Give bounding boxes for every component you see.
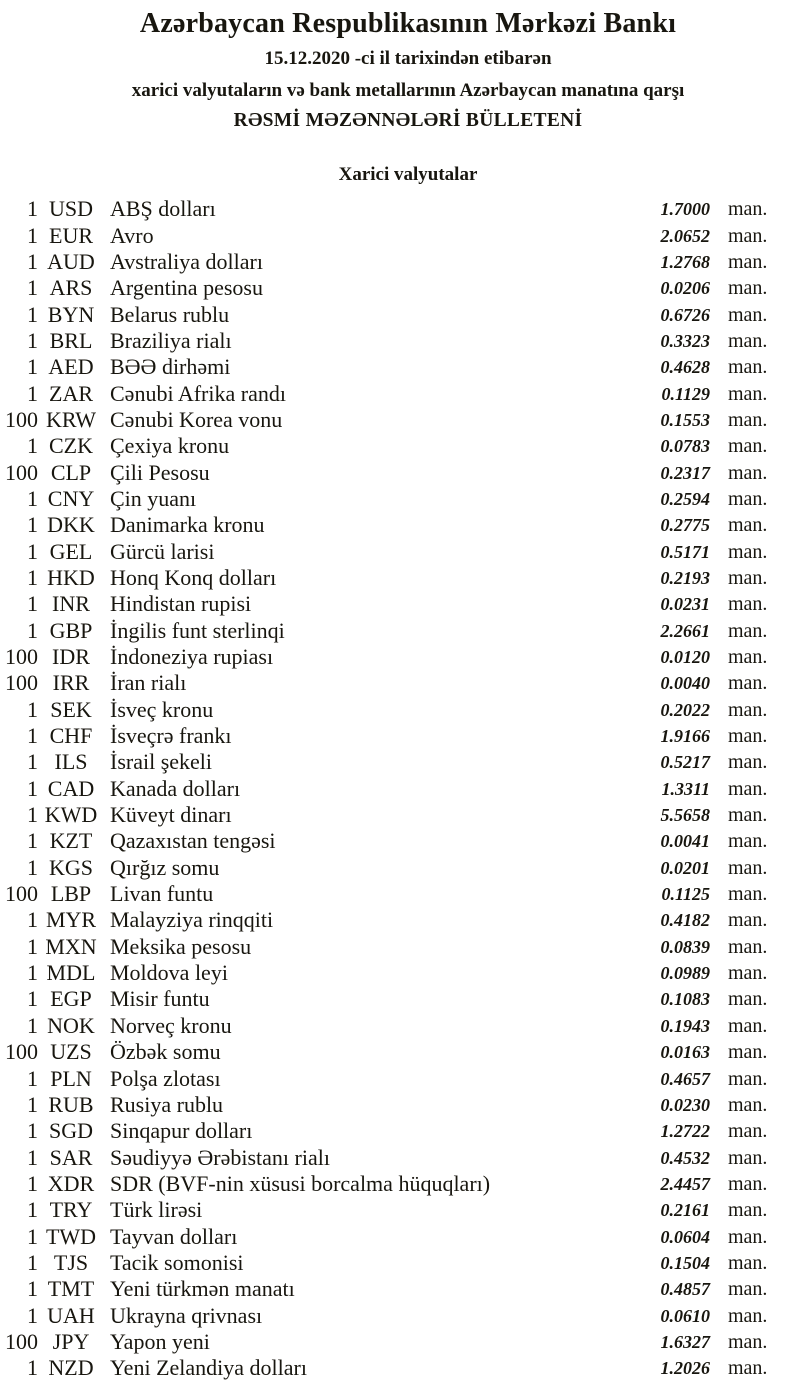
row-currency-name: BƏƏ dirhəmi bbox=[110, 354, 231, 380]
table-row bbox=[0, 1092, 800, 1118]
row-quantity: 1 bbox=[27, 275, 38, 301]
row-currency-code: USD bbox=[48, 196, 93, 222]
row-currency-name: Cənubi Korea vonu bbox=[110, 406, 283, 432]
row-rate-value: 0.2594 bbox=[660, 488, 710, 509]
row-quantity: 1 bbox=[27, 485, 38, 511]
row-currency-name: Avstraliya dolları bbox=[110, 248, 263, 274]
table-row bbox=[0, 196, 800, 222]
table-row bbox=[0, 275, 800, 301]
row-currency-name: İsveç kronu bbox=[110, 696, 214, 722]
table-row bbox=[0, 723, 800, 749]
row-quantity: 100 bbox=[5, 670, 38, 696]
row-quantity: 1 bbox=[27, 538, 38, 564]
row-rate-value: 0.1125 bbox=[661, 884, 710, 905]
row-currency-code: TMT bbox=[47, 1276, 95, 1302]
section-title-foreign-currencies: Xarici valyutalar bbox=[338, 164, 478, 185]
row-quantity: 1 bbox=[27, 933, 38, 959]
row-unit-label: man. bbox=[728, 408, 768, 431]
table-row bbox=[0, 512, 800, 538]
row-quantity: 1 bbox=[27, 196, 38, 222]
row-rate-value: 1.9166 bbox=[660, 726, 710, 747]
row-unit-label: man. bbox=[728, 962, 768, 985]
row-currency-name: Argentina pesosu bbox=[110, 275, 263, 301]
row-currency-name: Honq Konq dolları bbox=[110, 564, 277, 590]
bulletin-header bbox=[8, 0, 800, 132]
row-currency-name: Küveyt dinarı bbox=[110, 802, 232, 828]
row-currency-name: Belarus rublu bbox=[110, 301, 230, 327]
table-row bbox=[0, 301, 800, 327]
row-quantity: 1 bbox=[27, 564, 38, 590]
row-unit-label: man. bbox=[728, 935, 768, 958]
row-unit-label: man. bbox=[728, 1304, 768, 1327]
row-currency-name: Yeni Zelandiya dolları bbox=[110, 1355, 307, 1381]
row-rate-value: 0.2775 bbox=[660, 515, 710, 536]
row-unit-label: man. bbox=[728, 382, 768, 405]
row-currency-name: Malayziya rinqqiti bbox=[110, 907, 274, 933]
row-quantity: 1 bbox=[27, 1065, 38, 1091]
row-quantity: 100 bbox=[5, 644, 38, 670]
row-currency-name: İran rialı bbox=[110, 670, 187, 696]
row-currency-name: ABŞ dolları bbox=[110, 196, 216, 222]
row-currency-code: NZD bbox=[48, 1355, 94, 1381]
row-currency-code: BRL bbox=[49, 327, 93, 353]
row-rate-value: 5.5658 bbox=[660, 805, 710, 826]
row-currency-name: Braziliya rialı bbox=[110, 327, 232, 353]
row-quantity: 1 bbox=[27, 1223, 38, 1249]
row-rate-value: 0.1943 bbox=[660, 1015, 710, 1036]
row-rate-value: 0.5171 bbox=[660, 541, 710, 562]
row-currency-name: Səudiyyə Ərəbistanı rialı bbox=[110, 1144, 330, 1170]
row-currency-code: ILS bbox=[54, 749, 88, 775]
row-unit-label: man. bbox=[728, 487, 768, 510]
row-rate-value: 0.0231 bbox=[660, 594, 710, 615]
row-rate-value: 0.0604 bbox=[660, 1226, 710, 1247]
row-currency-name: Tacik somonisi bbox=[110, 1249, 244, 1275]
table-row bbox=[0, 828, 800, 854]
row-rate-value: 1.3311 bbox=[661, 778, 710, 799]
row-quantity: 1 bbox=[27, 301, 38, 327]
row-quantity: 1 bbox=[27, 907, 38, 933]
bulletin-title: RƏSMİ MƏZƏNNƏLƏRİ BÜLLETENİ bbox=[233, 110, 583, 131]
row-currency-name: Hindistan rupisi bbox=[110, 591, 252, 617]
table-row bbox=[0, 433, 800, 459]
row-currency-code: HKD bbox=[47, 564, 95, 590]
row-quantity: 100 bbox=[5, 459, 38, 485]
row-quantity: 100 bbox=[5, 1328, 38, 1354]
row-rate-value: 0.2193 bbox=[660, 567, 710, 588]
table-row bbox=[0, 1039, 800, 1065]
table-row bbox=[0, 1118, 800, 1144]
table-row bbox=[0, 855, 800, 881]
row-quantity: 100 bbox=[5, 406, 38, 432]
row-currency-code: NOK bbox=[47, 1012, 95, 1038]
row-unit-label: man. bbox=[728, 1357, 768, 1380]
row-unit-label: man. bbox=[728, 1041, 768, 1064]
row-quantity: 100 bbox=[5, 881, 38, 907]
row-currency-code: MXN bbox=[45, 933, 97, 959]
row-currency-code: TWD bbox=[45, 1223, 97, 1249]
row-rate-value: 1.2722 bbox=[660, 1121, 710, 1142]
row-rate-value: 0.0230 bbox=[660, 1094, 710, 1115]
row-rate-value: 2.0652 bbox=[660, 225, 710, 246]
row-currency-code: KRW bbox=[45, 406, 97, 432]
row-rate-value: 1.6327 bbox=[660, 1331, 710, 1352]
row-currency-code: UZS bbox=[50, 1039, 92, 1065]
row-quantity: 1 bbox=[27, 960, 38, 986]
row-currency-name: Norveç kronu bbox=[110, 1012, 232, 1038]
row-rate-value: 0.1504 bbox=[660, 1252, 710, 1273]
row-unit-label: man. bbox=[728, 909, 768, 932]
row-quantity: 1 bbox=[27, 1144, 38, 1170]
row-unit-label: man. bbox=[728, 514, 768, 537]
row-unit-label: man. bbox=[728, 277, 768, 300]
row-currency-name: Özbək somu bbox=[110, 1039, 221, 1065]
row-currency-code: GEL bbox=[49, 538, 93, 564]
row-unit-label: man. bbox=[728, 698, 768, 721]
row-currency-name: Qırğız somu bbox=[110, 854, 220, 880]
table-row bbox=[0, 749, 800, 775]
row-rate-value: 0.5217 bbox=[660, 752, 710, 773]
row-rate-value: 0.6726 bbox=[660, 304, 710, 325]
row-currency-name: İndoneziya rupiası bbox=[110, 644, 274, 670]
table-row bbox=[0, 670, 800, 696]
row-quantity: 1 bbox=[27, 1118, 38, 1144]
row-rate-value: 0.0783 bbox=[660, 436, 710, 457]
row-currency-code: TJS bbox=[53, 1249, 89, 1275]
row-currency-name: Danimarka kronu bbox=[110, 512, 265, 538]
row-unit-label: man. bbox=[728, 988, 768, 1011]
row-rate-value: 0.4532 bbox=[660, 1147, 710, 1168]
row-quantity: 1 bbox=[27, 1249, 38, 1275]
row-currency-code: KGS bbox=[48, 854, 93, 880]
row-currency-code: GBP bbox=[49, 617, 93, 643]
row-currency-code: CHF bbox=[49, 723, 93, 749]
row-quantity: 100 bbox=[5, 1039, 38, 1065]
row-rate-value: 0.4857 bbox=[660, 1279, 710, 1300]
row-currency-code: EUR bbox=[49, 222, 93, 248]
row-unit-label: man. bbox=[728, 804, 768, 827]
row-currency-code: SEK bbox=[50, 696, 92, 722]
row-unit-label: man. bbox=[728, 883, 768, 906]
row-rate-value: 0.0206 bbox=[660, 278, 710, 299]
row-quantity: 1 bbox=[27, 1170, 38, 1196]
row-unit-label: man. bbox=[728, 751, 768, 774]
row-unit-label: man. bbox=[728, 1251, 768, 1274]
table-row bbox=[0, 222, 800, 248]
row-unit-label: man. bbox=[728, 672, 768, 695]
row-unit-label: man. bbox=[728, 1120, 768, 1143]
row-currency-name: Çili Pesosu bbox=[110, 459, 210, 485]
row-rate-value: 0.0163 bbox=[660, 1042, 710, 1063]
row-rate-value: 0.0201 bbox=[660, 857, 710, 878]
table-row bbox=[0, 1197, 800, 1223]
row-quantity: 1 bbox=[27, 1355, 38, 1381]
row-currency-code: SGD bbox=[48, 1118, 93, 1144]
table-row bbox=[0, 407, 800, 433]
row-unit-label: man. bbox=[728, 224, 768, 247]
table-row bbox=[0, 907, 800, 933]
row-unit-label: man. bbox=[728, 1146, 768, 1169]
row-quantity: 1 bbox=[27, 749, 38, 775]
table-row bbox=[0, 697, 800, 723]
row-quantity: 1 bbox=[27, 1197, 38, 1223]
table-row bbox=[0, 960, 800, 986]
row-currency-code: IDR bbox=[52, 644, 90, 670]
table-row bbox=[0, 934, 800, 960]
table-row bbox=[0, 802, 800, 828]
table-row bbox=[0, 380, 800, 406]
row-rate-value: 1.7000 bbox=[660, 199, 710, 220]
row-quantity: 1 bbox=[27, 1012, 38, 1038]
row-unit-label: man. bbox=[728, 777, 768, 800]
row-quantity: 1 bbox=[27, 327, 38, 353]
row-rate-value: 0.0610 bbox=[660, 1305, 710, 1326]
row-quantity: 1 bbox=[27, 512, 38, 538]
row-quantity: 1 bbox=[27, 1302, 38, 1328]
row-quantity: 1 bbox=[27, 775, 38, 801]
row-quantity: 1 bbox=[27, 380, 38, 406]
row-currency-code: EGP bbox=[50, 986, 92, 1012]
row-currency-code: INR bbox=[52, 591, 90, 617]
table-row bbox=[0, 776, 800, 802]
row-currency-code: TRY bbox=[49, 1197, 93, 1223]
row-currency-name: Çin yuanı bbox=[110, 485, 197, 511]
bulletin-subtitle: xarici valyutaların və bank metallarının Azərbaycan manatına qarşı bbox=[131, 80, 685, 101]
row-rate-value: 0.4182 bbox=[660, 910, 710, 931]
table-row bbox=[0, 1276, 800, 1302]
table-row bbox=[0, 459, 800, 485]
row-unit-label: man. bbox=[728, 1199, 768, 1222]
row-rate-value: 0.1129 bbox=[661, 383, 710, 404]
row-currency-name: Yapon yeni bbox=[110, 1328, 210, 1354]
row-currency-name: SDR (BVF-nin xüsusi borcalma hüquqları) bbox=[110, 1170, 491, 1196]
table-row bbox=[0, 591, 800, 617]
row-unit-label: man. bbox=[728, 461, 768, 484]
row-unit-label: man. bbox=[728, 540, 768, 563]
row-unit-label: man. bbox=[728, 646, 768, 669]
row-rate-value: 2.4457 bbox=[660, 1173, 710, 1194]
row-currency-code: PLN bbox=[50, 1065, 92, 1091]
row-currency-name: Avro bbox=[110, 222, 154, 248]
row-currency-name: Polşa zlotası bbox=[110, 1065, 221, 1091]
row-currency-code: KZT bbox=[49, 828, 93, 854]
row-currency-code: JPY bbox=[52, 1328, 90, 1354]
row-rate-value: 0.3323 bbox=[660, 330, 710, 351]
row-currency-name: Çexiya kronu bbox=[110, 433, 230, 459]
row-currency-code: CZK bbox=[49, 433, 93, 459]
row-quantity: 1 bbox=[27, 354, 38, 380]
row-currency-name: Meksika pesosu bbox=[110, 933, 252, 959]
row-rate-value: 0.0041 bbox=[660, 831, 710, 852]
row-currency-name: İngilis funt sterlinqi bbox=[110, 617, 285, 643]
row-rate-value: 0.0989 bbox=[660, 963, 710, 984]
row-rate-value: 0.4657 bbox=[660, 1068, 710, 1089]
row-unit-label: man. bbox=[728, 1225, 768, 1248]
table-row bbox=[0, 1223, 800, 1249]
row-rate-value: 2.2661 bbox=[660, 620, 710, 641]
row-currency-name: Tayvan dolları bbox=[110, 1223, 238, 1249]
table-row bbox=[0, 1144, 800, 1170]
row-currency-name: Misir funtu bbox=[110, 986, 210, 1012]
row-currency-code: CAD bbox=[47, 775, 95, 801]
row-quantity: 1 bbox=[27, 802, 38, 828]
table-row bbox=[0, 328, 800, 354]
effective-date-line: 15.12.2020 -ci il tarixindən etibarən bbox=[264, 48, 552, 69]
row-quantity: 1 bbox=[27, 986, 38, 1012]
row-currency-code: KWD bbox=[44, 802, 98, 828]
row-rate-value: 0.2317 bbox=[660, 462, 710, 483]
row-unit-label: man. bbox=[728, 1067, 768, 1090]
row-rate-value: 0.0120 bbox=[660, 647, 710, 668]
row-currency-code: MDL bbox=[46, 960, 96, 986]
table-row bbox=[0, 565, 800, 591]
table-row bbox=[0, 618, 800, 644]
row-quantity: 1 bbox=[27, 828, 38, 854]
row-currency-code: ARS bbox=[49, 275, 93, 301]
row-currency-name: Yeni türkmən manatı bbox=[110, 1276, 295, 1302]
table-row bbox=[0, 1013, 800, 1039]
row-currency-name: Rusiya rublu bbox=[110, 1091, 224, 1117]
row-unit-label: man. bbox=[728, 1093, 768, 1116]
row-currency-name: Gürcü larisi bbox=[110, 538, 215, 564]
table-row bbox=[0, 249, 800, 275]
row-quantity: 1 bbox=[27, 696, 38, 722]
row-currency-code: SAR bbox=[49, 1144, 93, 1170]
table-row bbox=[0, 1065, 800, 1091]
row-unit-label: man. bbox=[728, 329, 768, 352]
row-currency-code: MYR bbox=[45, 907, 97, 933]
row-unit-label: man. bbox=[728, 856, 768, 879]
row-quantity: 1 bbox=[27, 1276, 38, 1302]
row-unit-label: man. bbox=[728, 566, 768, 589]
table-row bbox=[0, 1355, 800, 1381]
row-unit-label: man. bbox=[728, 593, 768, 616]
row-currency-code: AED bbox=[48, 354, 94, 380]
row-currency-name: Moldova leyi bbox=[110, 960, 228, 986]
row-rate-value: 0.2161 bbox=[660, 1200, 710, 1221]
row-currency-name: Livan funtu bbox=[110, 881, 214, 907]
row-currency-name: İsrail şekeli bbox=[110, 749, 213, 775]
row-unit-label: man. bbox=[728, 1330, 768, 1353]
row-currency-code: CLP bbox=[50, 459, 92, 485]
row-unit-label: man. bbox=[728, 830, 768, 853]
row-currency-code: UAH bbox=[47, 1302, 95, 1328]
table-row bbox=[0, 538, 800, 564]
row-quantity: 1 bbox=[27, 591, 38, 617]
row-currency-name: Cənubi Afrika randı bbox=[110, 380, 286, 406]
table-row bbox=[0, 1171, 800, 1197]
table-row bbox=[0, 1329, 800, 1355]
row-unit-label: man. bbox=[728, 250, 768, 273]
bank-title: Azərbaycan Respublikasının Mərkəzi Bankı bbox=[139, 8, 677, 39]
row-rate-value: 1.2768 bbox=[660, 251, 710, 272]
row-rate-value: 0.2022 bbox=[660, 699, 710, 720]
row-quantity: 1 bbox=[27, 1091, 38, 1117]
row-rate-value: 0.1083 bbox=[660, 989, 710, 1010]
table-row bbox=[0, 1250, 800, 1276]
row-currency-code: DKK bbox=[47, 512, 95, 538]
row-unit-label: man. bbox=[728, 1014, 768, 1037]
row-currency-name: Qazaxıstan tengəsi bbox=[110, 828, 276, 854]
row-currency-name: Kanada dolları bbox=[110, 775, 241, 801]
table-row bbox=[0, 354, 800, 380]
row-currency-code: XDR bbox=[47, 1170, 95, 1196]
row-quantity: 1 bbox=[27, 433, 38, 459]
row-currency-code: BYN bbox=[47, 301, 95, 327]
row-unit-label: man. bbox=[728, 435, 768, 458]
row-rate-value: 0.4628 bbox=[660, 357, 710, 378]
table-row bbox=[0, 986, 800, 1012]
row-unit-label: man. bbox=[728, 198, 768, 221]
table-row bbox=[0, 1302, 800, 1328]
row-unit-label: man. bbox=[728, 1172, 768, 1195]
row-rate-value: 0.1553 bbox=[660, 409, 710, 430]
row-quantity: 1 bbox=[27, 222, 38, 248]
row-unit-label: man. bbox=[728, 1278, 768, 1301]
row-rate-value: 1.2026 bbox=[660, 1358, 710, 1379]
row-currency-name: Ukrayna qrivnası bbox=[110, 1302, 263, 1328]
row-currency-code: CNY bbox=[47, 485, 95, 511]
row-rate-value: 0.0040 bbox=[660, 673, 710, 694]
row-currency-code: AUD bbox=[47, 248, 95, 274]
row-quantity: 1 bbox=[27, 723, 38, 749]
row-currency-name: İsveçrə frankı bbox=[110, 723, 232, 749]
row-currency-code: RUB bbox=[48, 1091, 94, 1117]
row-currency-code: IRR bbox=[52, 670, 90, 696]
row-unit-label: man. bbox=[728, 356, 768, 379]
rates-table bbox=[0, 196, 800, 1381]
row-quantity: 1 bbox=[27, 248, 38, 274]
table-row bbox=[0, 881, 800, 907]
row-currency-name: Sinqapur dolları bbox=[110, 1118, 253, 1144]
row-currency-code: ZAR bbox=[49, 380, 93, 406]
row-unit-label: man. bbox=[728, 303, 768, 326]
table-row bbox=[0, 644, 800, 670]
row-unit-label: man. bbox=[728, 619, 768, 642]
row-unit-label: man. bbox=[728, 725, 768, 748]
row-currency-code: LBP bbox=[50, 881, 92, 907]
row-quantity: 1 bbox=[27, 617, 38, 643]
table-row bbox=[0, 486, 800, 512]
row-rate-value: 0.0839 bbox=[660, 936, 710, 957]
row-quantity: 1 bbox=[27, 854, 38, 880]
row-currency-name: Türk lirəsi bbox=[110, 1197, 203, 1223]
